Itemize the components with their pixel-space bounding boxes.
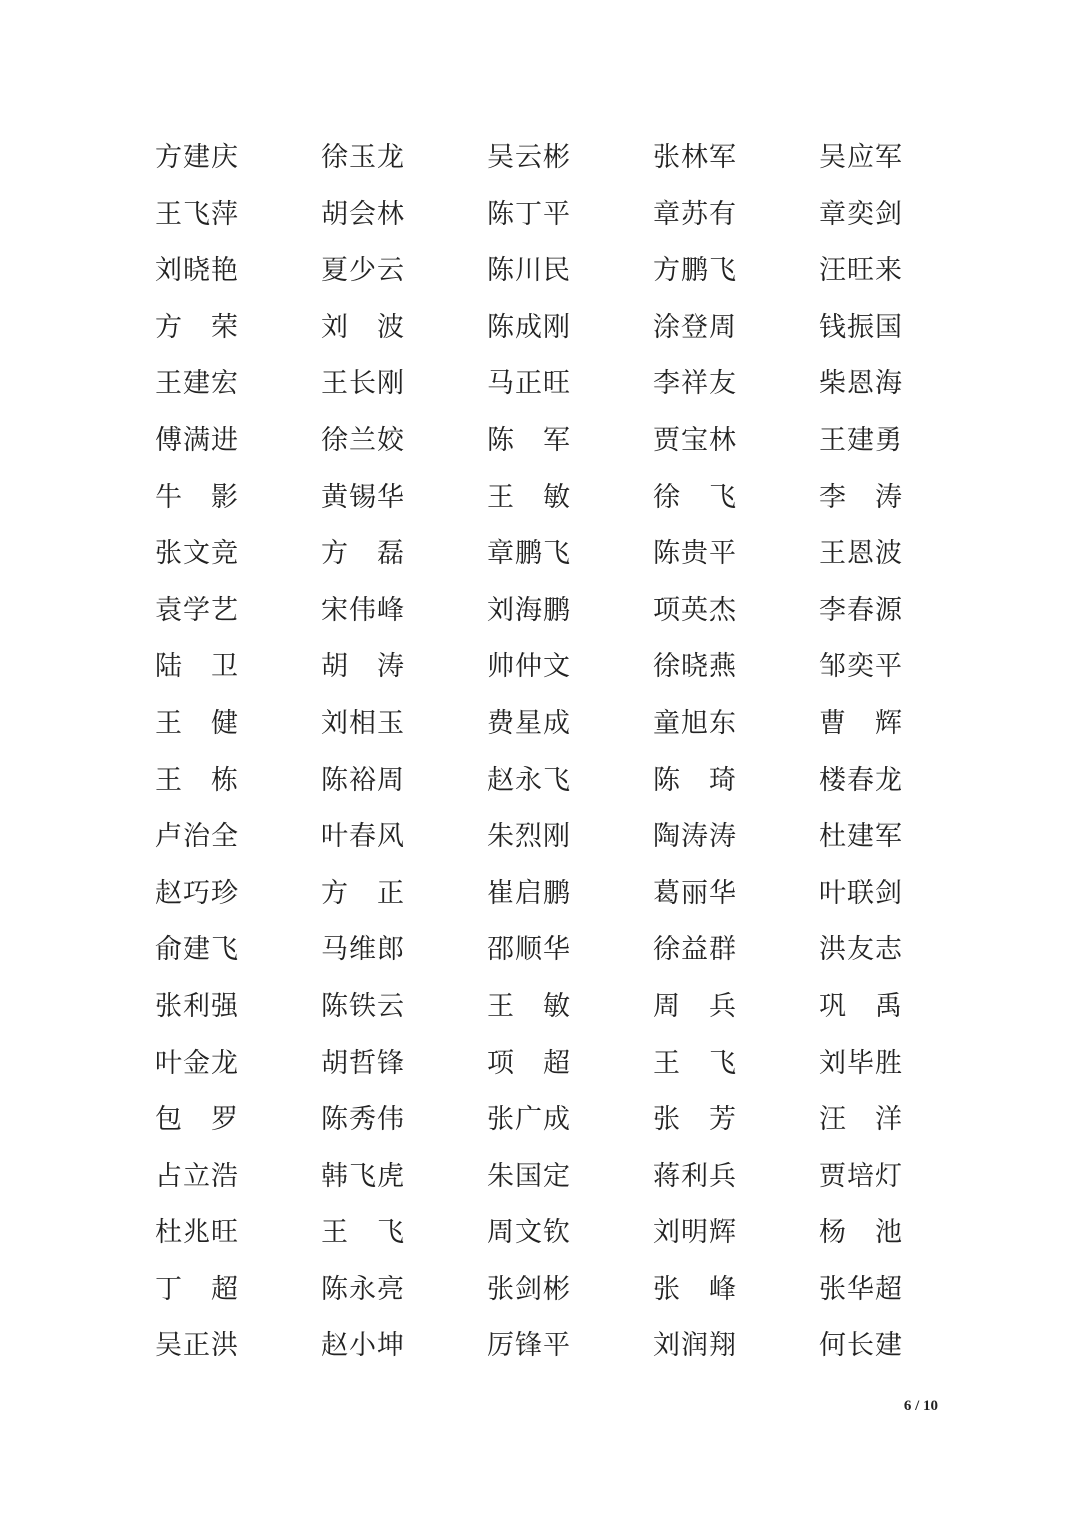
name-entry: 王 栋	[155, 764, 239, 796]
name-entry: 方 磊	[321, 538, 405, 570]
name-list-grid	[155, 130, 915, 1375]
name-entry: 黄锡华	[321, 481, 405, 513]
name-entry: 童旭东	[653, 707, 737, 739]
name-entry: 杨 池	[819, 1217, 903, 1249]
name-entry: 王 飞	[321, 1217, 405, 1249]
name-entry: 费星成	[487, 707, 571, 739]
name-entry: 宋伟峰	[321, 594, 405, 626]
name-entry: 杜兆旺	[155, 1217, 239, 1249]
name-entry: 徐玉龙	[321, 142, 405, 173]
name-entry: 陈铁云	[321, 990, 405, 1022]
name-entry: 汪旺来	[819, 255, 903, 287]
name-entry: 王 敏	[487, 481, 571, 513]
name-entry: 曹 辉	[819, 707, 903, 739]
name-entry: 陈成刚	[487, 311, 571, 343]
name-entry: 张剑彬	[487, 1273, 571, 1305]
name-entry: 陈贵平	[653, 538, 737, 570]
name-entry: 韩飞虎	[321, 1160, 405, 1192]
name-entry: 朱国定	[487, 1160, 571, 1192]
name-entry: 李祥友	[653, 368, 737, 400]
name-entry: 刘毕胜	[819, 1047, 903, 1079]
name-entry: 赵永飞	[487, 764, 571, 796]
name-entry: 汪 洋	[819, 1104, 903, 1136]
name-entry: 项 超	[487, 1047, 571, 1079]
name-entry: 赵巧珍	[155, 877, 239, 909]
name-entry: 夏少云	[321, 255, 405, 287]
name-entry: 叶联剑	[819, 877, 903, 909]
name-entry: 王 飞	[653, 1047, 737, 1079]
name-entry: 章奕剑	[819, 198, 903, 230]
name-entry: 俞建飞	[155, 934, 239, 966]
name-entry: 叶春风	[321, 821, 405, 853]
name-entry: 杜建军	[819, 821, 903, 853]
name-entry: 占立浩	[155, 1160, 239, 1192]
name-entry: 蒋利兵	[653, 1160, 737, 1192]
name-entry: 王恩波	[819, 538, 903, 570]
name-entry: 叶金龙	[155, 1047, 239, 1079]
name-entry: 丁 超	[155, 1273, 239, 1305]
name-entry: 王建宏	[155, 368, 239, 400]
name-entry: 刘明辉	[653, 1217, 737, 1249]
name-entry: 徐晓燕	[653, 651, 737, 683]
name-entry: 张华超	[819, 1273, 903, 1305]
name-entry: 陶涛涛	[653, 821, 737, 853]
name-entry: 傅满进	[155, 424, 239, 456]
name-entry: 贾培灯	[819, 1160, 903, 1192]
name-entry: 胡哲锋	[321, 1047, 405, 1079]
name-entry: 柴恩海	[819, 368, 903, 400]
name-entry: 钱振国	[819, 311, 903, 343]
name-entry: 张林军	[653, 142, 737, 173]
name-entry: 吴云彬	[487, 142, 571, 173]
name-entry: 马正旺	[487, 368, 571, 400]
name-entry: 方 荣	[155, 311, 239, 343]
name-entry: 王建勇	[819, 424, 903, 456]
name-entry: 张 芳	[653, 1104, 737, 1136]
name-entry: 项英杰	[653, 594, 737, 626]
name-entry: 陈川民	[487, 255, 571, 287]
name-entry: 厉锋平	[487, 1330, 571, 1362]
name-entry: 刘润翔	[653, 1330, 737, 1362]
name-entry: 崔启鹏	[487, 877, 571, 909]
name-entry: 王 敏	[487, 990, 571, 1022]
name-entry: 吴应军	[819, 142, 903, 173]
name-entry: 胡会林	[321, 198, 405, 230]
name-entry: 陈 军	[487, 424, 571, 456]
name-entry: 张文竞	[155, 538, 239, 570]
name-entry: 章苏有	[653, 198, 737, 230]
name-entry: 刘 波	[321, 311, 405, 343]
name-entry: 章鹏飞	[487, 538, 571, 570]
name-entry: 徐益群	[653, 934, 737, 966]
name-entry: 涂登周	[653, 311, 737, 343]
name-entry: 周 兵	[653, 990, 737, 1022]
page-number: 6 / 10	[903, 1398, 938, 1414]
name-entry: 徐兰姣	[321, 424, 405, 456]
name-entry: 陈永亮	[321, 1273, 405, 1305]
name-entry: 胡 涛	[321, 651, 405, 683]
name-entry: 方建庆	[155, 142, 239, 173]
name-entry: 陈丁平	[487, 198, 571, 230]
name-entry: 袁学艺	[155, 594, 239, 626]
name-entry: 帅仲文	[487, 651, 571, 683]
name-entry: 刘相玉	[321, 707, 405, 739]
name-entry: 吴正洪	[155, 1330, 239, 1362]
name-entry: 洪友志	[819, 934, 903, 966]
name-entry: 包 罗	[155, 1104, 239, 1136]
name-entry: 张 峰	[653, 1273, 737, 1305]
name-entry: 邹奕平	[819, 651, 903, 683]
name-entry: 刘海鹏	[487, 594, 571, 626]
name-entry: 葛丽华	[653, 877, 737, 909]
name-entry: 卢治全	[155, 821, 239, 853]
name-entry: 马维郎	[321, 934, 405, 966]
name-entry: 赵小坤	[321, 1330, 405, 1362]
name-entry: 刘晓艳	[155, 255, 239, 287]
name-entry: 李春源	[819, 594, 903, 626]
name-entry: 张利强	[155, 990, 239, 1022]
name-entry: 陈 琦	[653, 764, 737, 796]
name-entry: 贾宝林	[653, 424, 737, 456]
name-entry: 陈秀伟	[321, 1104, 405, 1136]
name-entry: 李 涛	[819, 481, 903, 513]
name-entry: 周文钦	[487, 1217, 571, 1249]
name-entry: 方 正	[321, 877, 405, 909]
name-entry: 王飞萍	[155, 198, 239, 230]
name-entry: 牛 影	[155, 481, 239, 513]
name-entry: 邵顺华	[487, 934, 571, 966]
name-entry: 徐 飞	[653, 481, 737, 513]
name-entry: 陈裕周	[321, 764, 405, 796]
name-entry: 王长刚	[321, 368, 405, 400]
name-entry: 王 健	[155, 707, 239, 739]
name-entry: 陆 卫	[155, 651, 239, 683]
name-entry: 何长建	[819, 1330, 903, 1362]
name-entry: 张广成	[487, 1104, 571, 1136]
name-entry: 朱烈刚	[487, 821, 571, 853]
name-entry: 方鹏飞	[653, 255, 737, 287]
name-entry: 楼春龙	[819, 764, 903, 796]
name-entry: 巩 禹	[819, 990, 903, 1022]
